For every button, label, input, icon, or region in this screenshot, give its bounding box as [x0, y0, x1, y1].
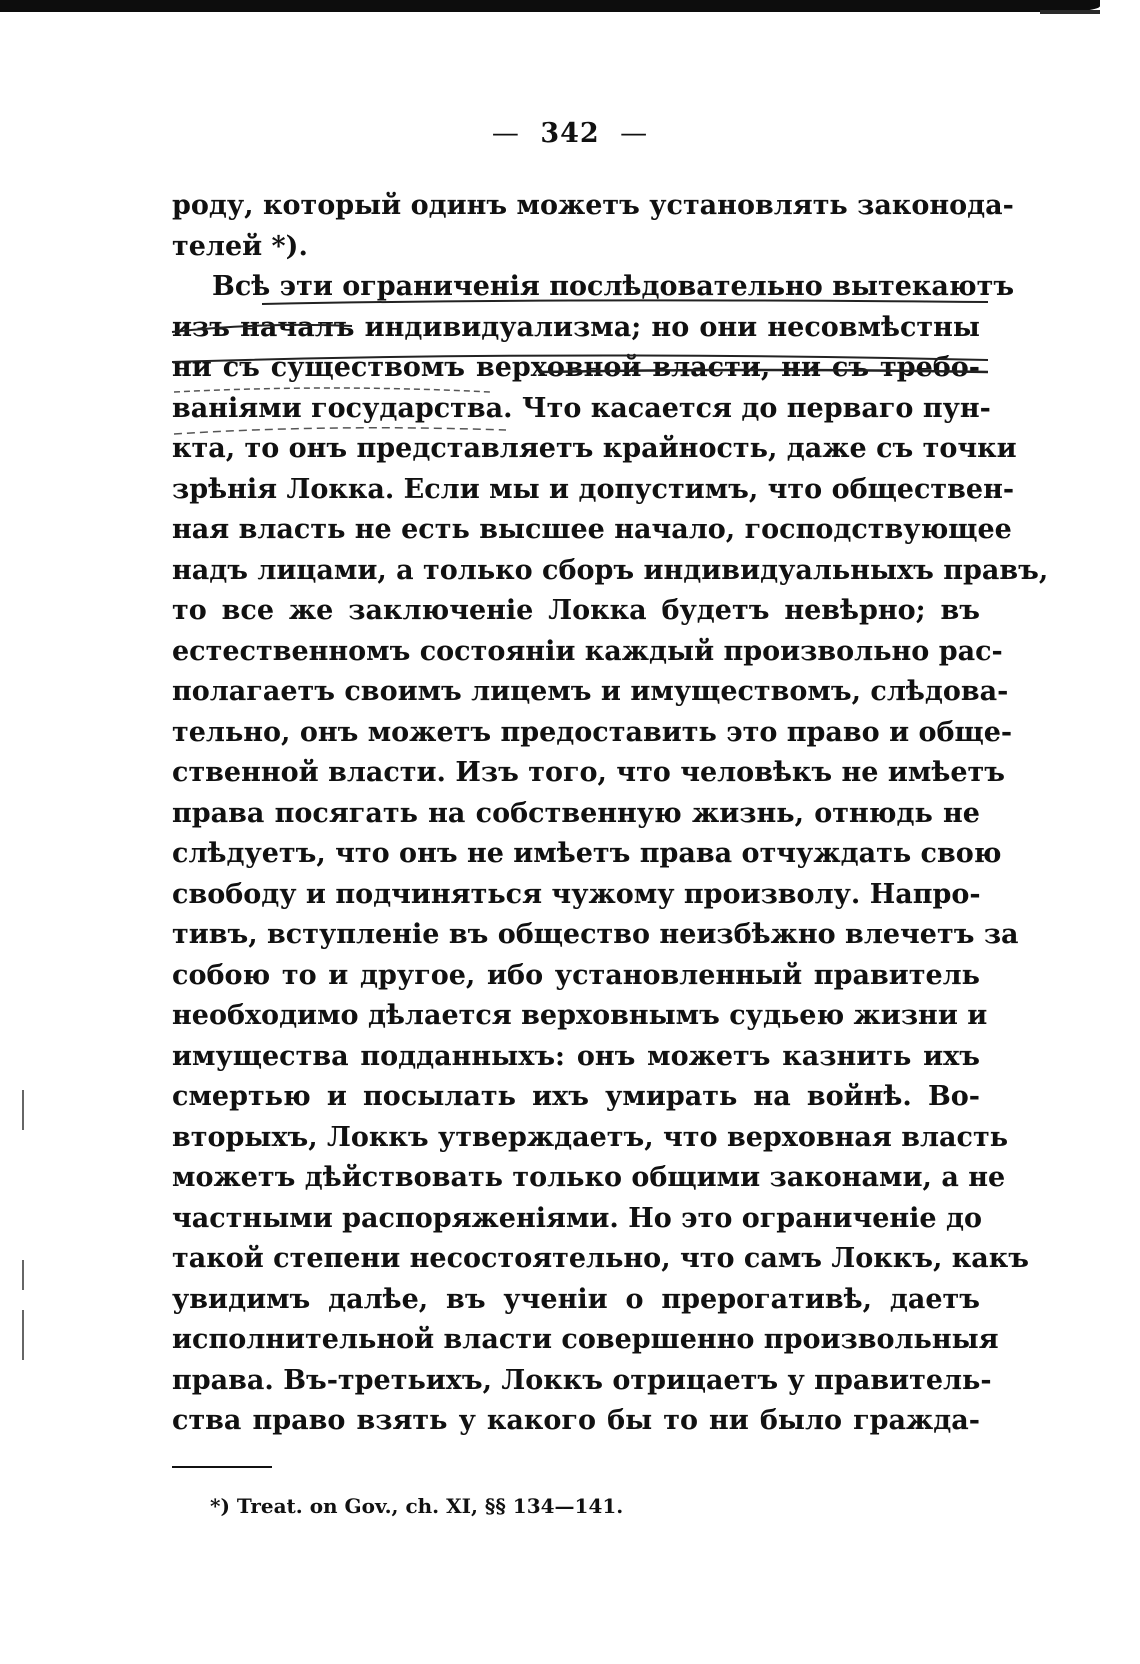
text-line: частными распоряженіями. Но это ограниченіе до — [172, 1202, 982, 1234]
text-line: исполнительной власти совершенно произвольныя — [172, 1324, 999, 1355]
text-line: надъ лицами, а только сборъ индивидуальныхъ правъ, — [172, 554, 1049, 586]
text-line: полагаетъ своимъ лицемъ и имуществомъ, слѣдова- — [172, 676, 1009, 707]
scan-margin-mark — [22, 1310, 24, 1360]
text-line: то все же заключеніе Локка будетъ невѣрно; въ — [172, 595, 980, 626]
scan-margin-mark — [22, 1260, 24, 1290]
text-line: тивъ, вступленіе въ общество неизбѣжно влечетъ за — [172, 919, 1019, 950]
text-line: имущества подданныхъ: онъ можетъ казнить ихъ — [172, 1040, 980, 1072]
text-line: кта, то онъ представляетъ крайность, даже съ точки — [172, 433, 1017, 464]
footnote-rule — [172, 1466, 272, 1468]
footnote: *) Treat. on Gov., ch. XI, §§ 134—141. — [210, 1494, 624, 1518]
scan-top-edge-tail — [1040, 10, 1100, 14]
text-line: увидимъ далѣе, въ ученіи о прерогативѣ, даетъ — [172, 1283, 980, 1315]
text-line: изъ началъ индивидуализма; но они несовмѣстны — [172, 311, 980, 343]
text-line: ственной власти. Изъ того, что человѣкъ не имѣетъ — [172, 757, 1005, 788]
text-line: слѣдуетъ, что онъ не имѣетъ права отчуждать свою — [172, 838, 1002, 869]
text-line: зрѣнія Локка. Если мы и допустимъ, что обществен- — [172, 473, 1015, 505]
text-line: ни съ существомъ верховной власти, ни съ требо- — [172, 352, 980, 383]
text-line: права. Въ-третьихъ, Локкъ отрицаетъ у правитель- — [172, 1364, 992, 1396]
text-line: ства право взять у какого бы то ни было гражда- — [172, 1405, 980, 1436]
text-line: свободу и подчиняться чужому произволу. Напро- — [172, 878, 981, 910]
scan-top-edge — [0, 0, 1100, 12]
page-number-dash-left: — — [491, 118, 520, 149]
text-line: Всѣ эти ограниченія послѣдовательно вытекаютъ — [212, 271, 1015, 302]
page-number-dash-right: — — [620, 118, 649, 149]
text-line: необходимо дѣлается верховнымъ судьею жизни и — [172, 1000, 988, 1031]
text-line: ваніями государства. Что касается до перваго пун- — [172, 392, 991, 424]
text-line: можетъ дѣйствовать только общими законами, а не — [172, 1162, 1006, 1193]
text-line: естественномъ состояніи каждый произвольно рас- — [172, 635, 1003, 667]
text-line: ная власть не есть высшее начало, господствующее — [172, 514, 1012, 545]
text-line: такой степени несостоятельно, что самъ Локкъ, какъ — [172, 1243, 1029, 1274]
scan-margin-mark — [22, 1090, 24, 1130]
page-number — [0, 118, 1140, 149]
text-line: права посягать на собственную жизнь, отнюдь не — [172, 797, 980, 829]
body-text — [172, 186, 1049, 1442]
text-line: телей *). — [172, 230, 308, 262]
text-line: смертью и посылать ихъ умирать на войнѣ. Во- — [172, 1081, 980, 1112]
text-line: собою то и другое, ибо установленный правитель — [172, 959, 980, 991]
text-line: вторыхъ, Локкъ утверждаетъ, что верховная власть — [172, 1121, 1009, 1153]
text-line: роду, который одинъ можетъ установлять законода- — [172, 190, 1014, 221]
page-number-value: 342 — [540, 118, 600, 149]
text-line: тельно, онъ можетъ предоставить это право и обще- — [172, 716, 1013, 748]
